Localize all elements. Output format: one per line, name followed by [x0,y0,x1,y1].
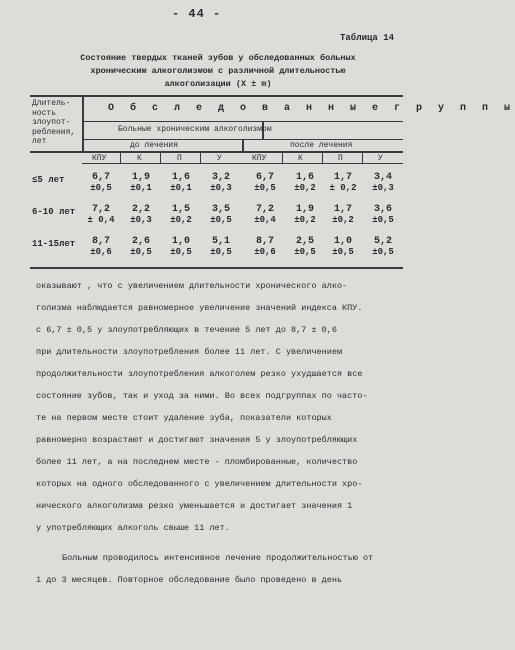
table-cell: 2,5 ±0,5 [294,236,316,257]
row-label: ≤5 лет [32,175,65,185]
body-text-line: равномерно возрастают и достигают значения 5 у злоупотребляющих [36,435,358,445]
table-cell: 8,7 ±0,6 [90,236,112,257]
column-header: К [137,154,142,163]
table-cell: 1,9 ±0,1 [130,172,152,193]
col-divider [282,151,283,163]
page-number: - 44 - [172,7,222,21]
table-label: Таблица 14 [340,33,395,43]
body-text-line: 1 до 3 месяцев. Повторное обследование было проведено в день [36,575,343,585]
column-header: У [217,154,222,163]
table-cell: 7,2 ±0,4 [254,204,276,225]
table-cell: 5,2 ±0,5 [372,236,394,257]
table-cell: 1,7 ±0,2 [332,204,354,225]
col-divider [362,151,363,163]
body-text-line: голизма наблюдается равномерное увеличение значений индекса КПУ. [36,303,363,313]
table-cell: 3,6 ±0,5 [372,204,394,225]
row-label: 6-10 лет [32,207,76,217]
before-after-divider [242,139,244,151]
table-title-line-1: Состояние твердых тканей зубов у обследованных больных [80,53,356,63]
table-cell: 3,5 ±0,5 [210,204,232,225]
col-divider [160,151,161,163]
table-cell: 6,7 ±0,5 [254,172,276,193]
table-title-line-2: хроническим алкоголизмом с различной длительностью [90,66,346,76]
body-text-line: которых на одного обследованного с увеличением длительности хро- [36,479,363,489]
column-header: К [298,154,303,163]
col-divider [322,151,323,163]
group-header: О б с л е д о в а н н ы е г р у п п ы [108,103,515,114]
column-header: КПУ [252,154,267,163]
row-label: 11-15лет [32,239,76,249]
table-cell: 1,7 ± 0,2 [329,172,357,193]
body-text-line: состояние зубов, так и уход за ними. Во всех подгруппах по часто- [36,391,368,401]
table-bottom-rule [30,267,403,269]
subgroup-rule [82,121,403,122]
table-cell: 1,0 ±0,5 [170,236,192,257]
table-cell: 2,6 ±0,5 [130,236,152,257]
column-header: П [177,154,182,163]
body-text-line: более 11 лет, а на последнем месте - пломбированные, количество [36,457,358,467]
after-treatment-label: после лечения [290,141,353,150]
table-cell: 7,2 ± 0,4 [87,204,115,225]
table-cell: 6,7 ±0,5 [90,172,112,193]
before-treatment-label: до лечения [130,141,179,150]
body-text-line: при длительности злоупотребления более 11 лет. С увеличением [36,347,343,357]
col-divider [200,151,201,163]
body-text-line: нического алкоголизма резко уменьшается и достигает значения 1 [36,501,353,511]
table-top-rule [30,95,403,97]
table-cell: 1,5 ±0,2 [170,204,192,225]
column-header: КПУ [92,154,107,163]
col0-divider [82,95,84,151]
body-text-line: те на первом месте стоит удаление зуба, показатели которых [36,413,332,423]
body-text-line: оказывают , что с увеличением длительности хронического алко- [36,281,348,291]
table-cell: 1,6 ±0,2 [294,172,316,193]
table-header-bottom-rule [30,151,403,153]
table-cell: 3,4 ±0,3 [372,172,394,193]
table-title-line-3: алкоголизации (X ± m) [164,79,272,89]
column-header: П [338,154,343,163]
duration-column-header: Длитель- ность злоупот- ребления, лет [32,99,76,146]
table-cell: 2,2 ±0,3 [130,204,152,225]
table-cell: 8,7 ±0,6 [254,236,276,257]
body-text-line: Больным проводилось интенсивное лечение продолжительностью от [62,553,374,563]
col-divider [120,151,121,163]
table-cell: 1,9 ±0,2 [294,204,316,225]
table-cell: 3,2 ±0,3 [210,172,232,193]
body-text-line: у употребляющих алкоголь свыше 11 лет. [36,523,230,533]
subgroup-header: Больные хроническим алкоголизмом [118,125,272,134]
table-cell: 5,1 ±0,5 [210,236,232,257]
column-header: У [378,154,383,163]
table-cell: 1,0 ±0,5 [332,236,354,257]
body-text-line: продолжительности злоупотребления алкоголем резко ухудшается все [36,369,363,379]
body-text-line: с 6,7 ± 0,5 у злоупотребляющих в течение 5 лет до 8,7 ± 0,6 [36,325,337,335]
table-cell: 1,6 ±0,1 [170,172,192,193]
column-header-rule [82,163,403,164]
